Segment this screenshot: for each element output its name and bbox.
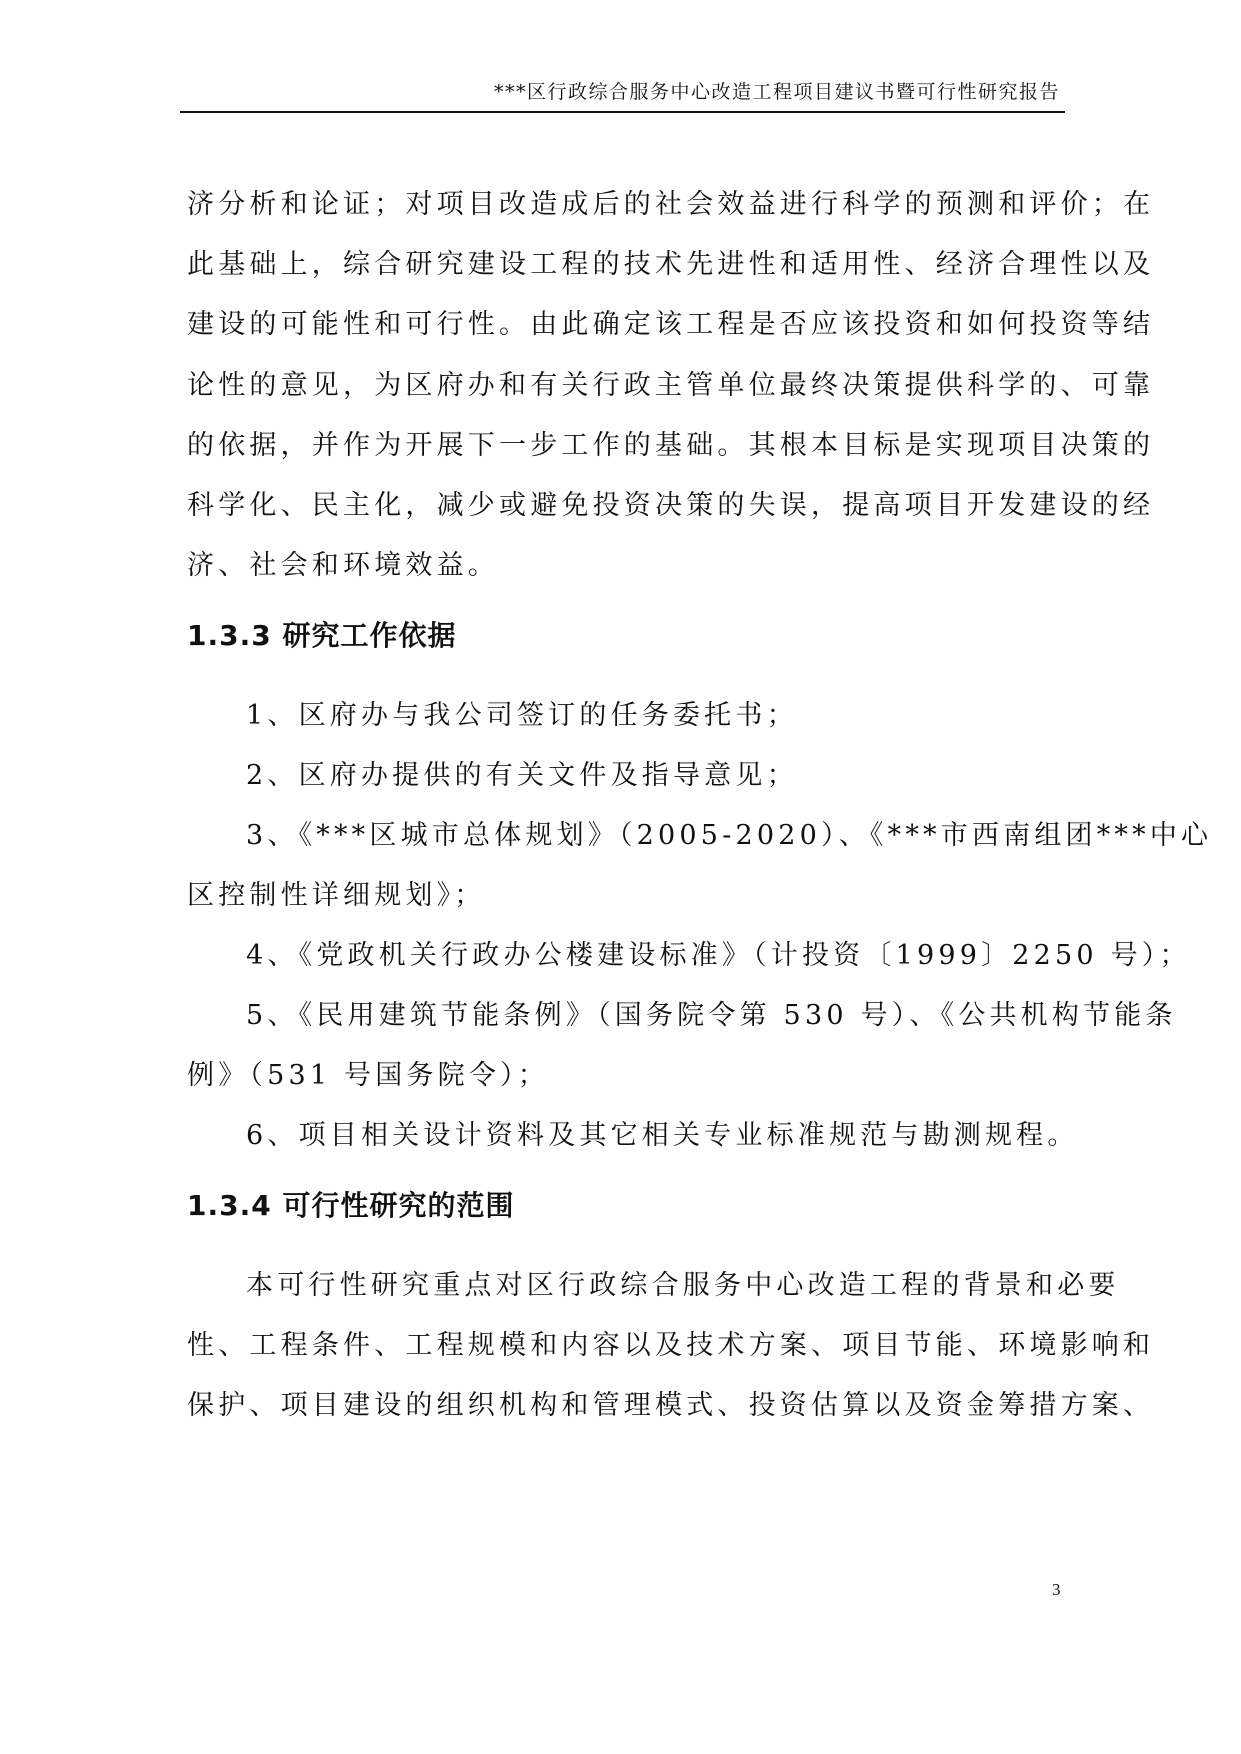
list-item: 3、《***区城市总体规划》（2005-2020）、《***市西南组团***中心 (246, 820, 1213, 851)
text-line: 济分析和论证；对项目改造成后的社会效益进行科学的预测和评价；在 (187, 189, 1155, 220)
text-line: 的依据，并作为开展下一步工作的基础。其根本目标是实现项目决策的 (187, 430, 1155, 461)
list-item: 4、《党政机关行政办公楼建设标准》（计投资〔1999〕2250 号）； (246, 940, 1191, 971)
list-item: 1、区府办与我公司签订的任务委托书； (246, 700, 798, 731)
page-number: 3 (1052, 1580, 1061, 1599)
list-item: 6、项目相关设计资料及其它相关专业标准规范与勘测规程。 (246, 1120, 1079, 1151)
list-item-continuation: 例》（531 号国务院令）； (187, 1060, 549, 1091)
text-line: 此基础上，综合研究建设工程的技术先进性和适用性、经济合理性以及 (187, 249, 1155, 280)
text-line: 论性的意见，为区府办和有关行政主管单位最终决策提供科学的、可靠 (187, 370, 1155, 401)
text-line: 建设的可能性和可行性。由此确定该工程是否应该投资和如何投资等结 (187, 309, 1155, 340)
header-divider (180, 111, 1065, 113)
section-heading-1-3-3: 1.3.3 研究工作依据 (187, 619, 457, 652)
list-item-continuation: 区控制性详细规划》； (187, 880, 486, 911)
text-line: 性、工程条件、工程规模和内容以及技术方案、项目节能、环境影响和 (187, 1330, 1155, 1361)
running-header: ***区行政综合服务中心改造工程项目建议书暨可行性研究报告 (493, 81, 1060, 103)
text-line: 科学化、民主化，减少或避免投资决策的失误，提高项目开发建设的经 (187, 490, 1155, 521)
list-item: 5、《民用建筑节能条例》（国务院令第 530 号）、《公共机构节能条 (246, 1000, 1177, 1031)
text-line: 本可行性研究重点对区行政综合服务中心改造工程的背景和必要 (246, 1270, 1120, 1301)
text-line: 保护、项目建设的组织机构和管理模式、投资估算以及资金筹措方案、 (187, 1390, 1155, 1421)
list-item: 2、区府办提供的有关文件及指导意见； (246, 760, 798, 791)
text-line: 济、社会和环境效益。 (187, 550, 499, 581)
section-heading-1-3-4: 1.3.4 可行性研究的范围 (187, 1189, 515, 1222)
